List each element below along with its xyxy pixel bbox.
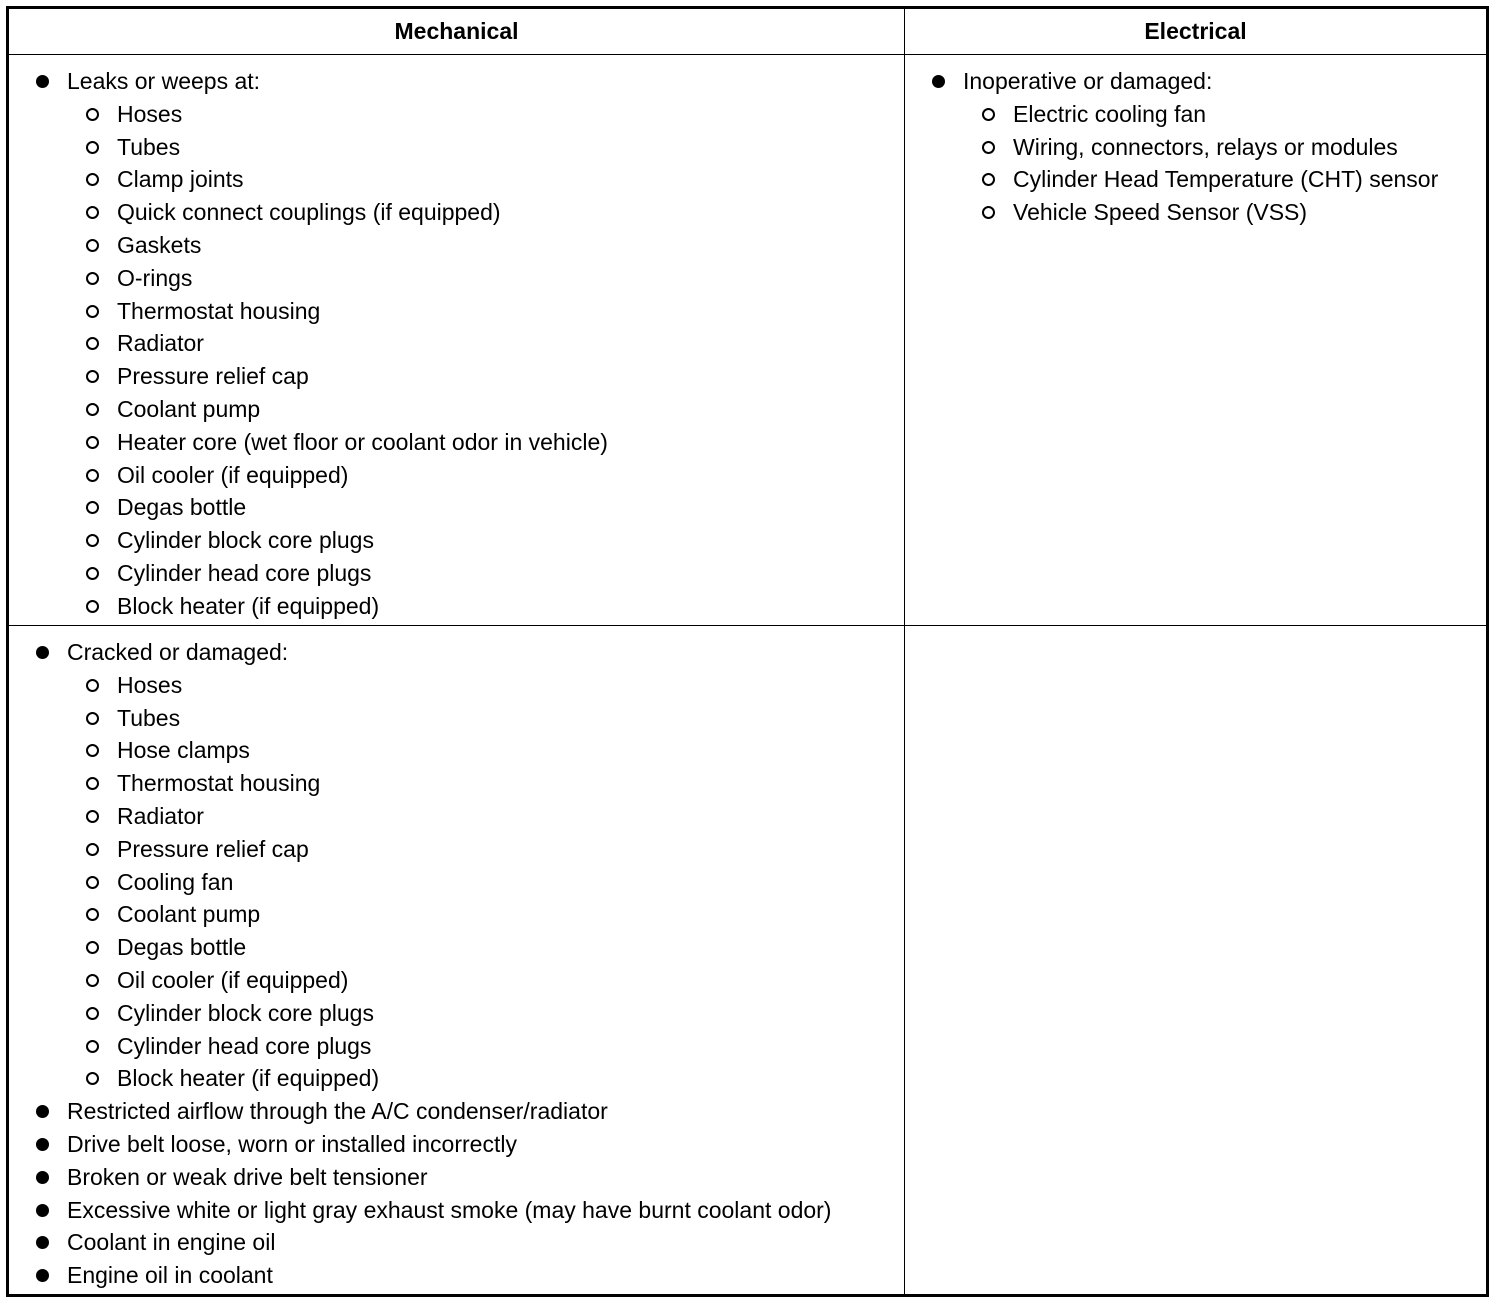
sub-list-item: Gaskets [67,229,904,262]
sub-list-item: Cylinder head core plugs [67,1030,904,1063]
sub-list-item: Radiator [67,327,904,360]
list-item [905,65,1486,229]
table-row [8,55,1488,626]
sub-list-item: Heater core (wet floor or coolant odor in vehicle) [67,426,904,459]
sub-list-item: Tubes [67,131,904,164]
list-item: Restricted airflow through the A/C condenser/radiator [9,1095,904,1128]
header-electrical: Electrical [905,8,1488,55]
sub-list-item: Electric cooling fan [963,98,1486,131]
sub-list-item: Coolant pump [67,393,904,426]
sub-list-item: Thermostat housing [67,295,904,328]
list-item [9,65,904,623]
sub-list-item: Cylinder block core plugs [67,524,904,557]
sub-list-item: Radiator [67,800,904,833]
sub-list-item: Quick connect couplings (if equipped) [67,196,904,229]
sub-list-item: Cylinder block core plugs [67,997,904,1030]
cell-electrical-inoperative [905,55,1488,626]
sub-bullet-list [67,98,904,623]
sub-list-item: Degas bottle [67,491,904,524]
cell-mechanical-cracked [8,626,905,1296]
header-row [8,8,1488,55]
sub-list-item: Coolant pump [67,898,904,931]
sub-list-item: Thermostat housing [67,767,904,800]
list-item: Engine oil in coolant [9,1259,904,1292]
cell-mechanical-leaks [8,55,905,626]
sub-list-item: Clamp joints [67,163,904,196]
bullet-label: Inoperative or damaged: [963,68,1213,94]
sub-list-item: Block heater (if equipped) [67,1062,904,1095]
sub-list-item: Cylinder Head Temperature (CHT) sensor [963,163,1486,196]
bullet-label: Leaks or weeps at: [67,68,261,94]
sub-list-item: Cylinder head core plugs [67,557,904,590]
sub-list-item: Oil cooler (if equipped) [67,459,904,492]
list-item: Drive belt loose, worn or installed incorrectly [9,1128,904,1161]
sub-list-item: Pressure relief cap [67,360,904,393]
sub-list-item: Hose clamps [67,734,904,767]
list-item: Excessive white or light gray exhaust smoke (may have burnt coolant odor) [9,1194,904,1227]
sub-list-item: Cooling fan [67,866,904,899]
table-row [8,626,1488,1296]
bullet-label: Cracked or damaged: [67,639,289,665]
sub-list-item: Degas bottle [67,931,904,964]
sub-list-item: Wiring, connectors, relays or modules [963,131,1486,164]
header-mechanical: Mechanical [8,8,905,55]
list-item: Coolant in engine oil [9,1226,904,1259]
list-item: Broken or weak drive belt tensioner [9,1161,904,1194]
sub-list-item: Hoses [67,669,904,702]
sub-list-item: Oil cooler (if equipped) [67,964,904,997]
sub-list-item: Block heater (if equipped) [67,590,904,623]
cell-electrical-empty [905,626,1488,1296]
sub-list-item: O-rings [67,262,904,295]
sub-bullet-list [67,669,904,1095]
bullet-list [9,55,904,623]
inspection-table [6,6,1489,1297]
sub-list-item: Tubes [67,702,904,735]
sub-list-item: Pressure relief cap [67,833,904,866]
bullet-list [905,55,1486,229]
sub-bullet-list [963,98,1486,229]
list-item [9,636,904,1095]
sub-list-item: Hoses [67,98,904,131]
sub-list-item: Vehicle Speed Sensor (VSS) [963,196,1486,229]
bullet-list [9,626,904,1292]
